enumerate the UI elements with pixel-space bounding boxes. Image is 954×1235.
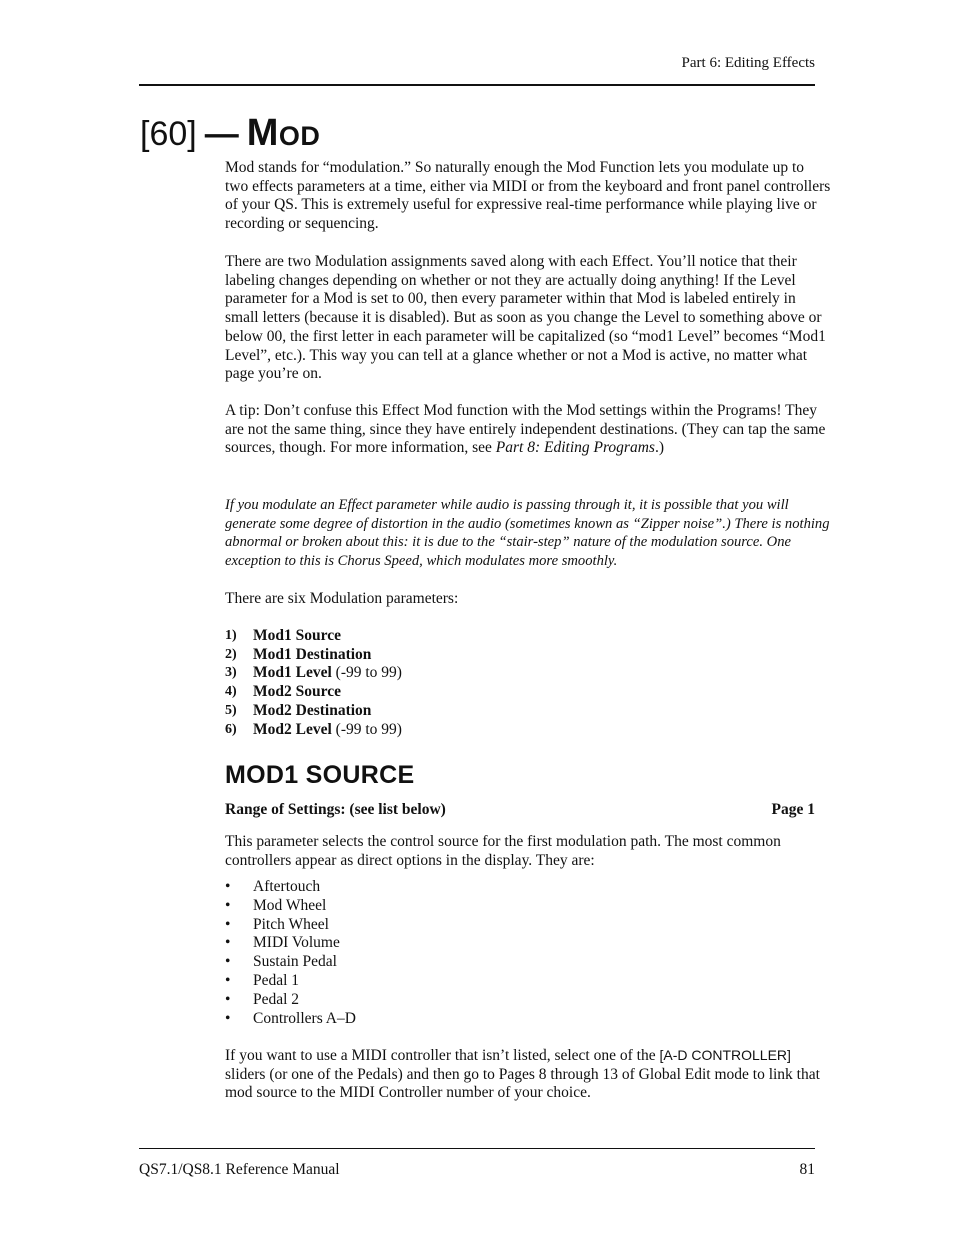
distortion-note: If you modulate an Effect parameter while audio is passing through it, it is possible that you will generate some degree of distortion in the audio (sometimes known as “Zipper noise”.) There is nothing abnormal or broken about this: it is due to the “stair-step” nature of the modulation source. One exception to this is Chorus Speed, which modulates more smoothly. xyxy=(225,497,830,570)
list-item: • Mod Wheel xyxy=(225,896,327,914)
list-item: • Pitch Wheel xyxy=(225,915,329,933)
chapter-number: [60] xyxy=(140,115,197,153)
chapter-name: Mod xyxy=(246,112,321,154)
page-label: Page 1 xyxy=(771,801,815,818)
header-rule xyxy=(139,84,815,86)
parameter-intro: There are six Modulation parameters: xyxy=(225,590,459,607)
list-item: • MIDI Volume xyxy=(225,934,340,952)
controller-list xyxy=(225,878,356,1028)
chapter-title xyxy=(140,113,320,154)
section-description: This parameter selects the control source for the first modulation path. The most common controllers appear as direct options in the display. They are: xyxy=(225,833,781,869)
footer-rule xyxy=(139,1148,815,1149)
list-item: 4) Mod2 Source xyxy=(225,683,341,701)
list-item: • Pedal 2 xyxy=(225,990,300,1008)
section-heading: MOD1 SOURCE xyxy=(225,761,415,789)
cross-reference: Part 8: Editing Programs xyxy=(495,439,655,457)
manual-title: QS7.1/QS8.1 Reference Manual xyxy=(139,1161,340,1178)
button-reference: [A-D CONTROLLER] xyxy=(659,1047,791,1063)
tip-end: .) xyxy=(654,439,664,457)
list-item: 2) Mod1 Destination xyxy=(225,645,372,663)
controller-instructions: If you want to use a MIDI controller that isn’t listed, select one of the [A-D CONTROLLER] sliders (or one of the Pedals) and then go to Pages 8 through 13 of Global Edit mode to link that mod source to the MIDI Controller number of your choice. xyxy=(225,1047,820,1102)
range-of-settings: Range of Settings: (see list below) xyxy=(225,801,446,818)
running-header: Part 6: Editing Effects xyxy=(681,55,815,71)
list-item: 6) Mod2 Level (-99 to 99) xyxy=(225,720,402,738)
list-item: 5) Mod2 Destination xyxy=(225,701,372,719)
list-item: • Controllers A–D xyxy=(225,1009,356,1027)
list-item: • Sustain Pedal xyxy=(225,953,337,971)
chapter-dash: — xyxy=(204,115,239,153)
list-item: 1) Mod1 Source xyxy=(225,627,341,644)
tip-paragraph xyxy=(225,402,831,458)
page-number: 81 xyxy=(799,1161,815,1178)
labeling-paragraph: There are two Modulation assignments saved along with each Effect. You’ll notice that their labeling changes depending on whether or not they are actually doing anything! If the Level parameter for a Mod is set to 00, then every parameter within that Mod is labeled entirely in small letters (because it is disabled). But as soon as you change the Level to something above or below 00, the first letter in each parameter will be capitalized (so “mod1 Level” becomes “Mod1 Level”, etc.). This way you can tell at a glance whether or not a Mod is active, no matter what page you’re on. xyxy=(225,253,826,383)
intro-paragraph: Mod stands for “modulation.” So naturally enough the Mod Function lets you modulate up to two effects parameters at a time, either via MIDI or from the keyboard and front panel controllers of your QS. This is extremely useful for expressive real-time performance while playing live or recording or sequencing. xyxy=(225,159,831,233)
tip-text: A tip: Don’t confuse this Effect Mod function with the Mod settings within the Programs! They are not the same thing, since they have entirely independent destinations. (They can tap the same sources, though. For more information, see xyxy=(225,402,826,457)
parameter-list xyxy=(225,627,402,739)
list-item: • Pedal 1 xyxy=(225,971,300,989)
list-item: • Aftertouch xyxy=(225,878,321,895)
list-item: 3) Mod1 Level (-99 to 99) xyxy=(225,664,402,682)
range-row xyxy=(225,800,815,820)
